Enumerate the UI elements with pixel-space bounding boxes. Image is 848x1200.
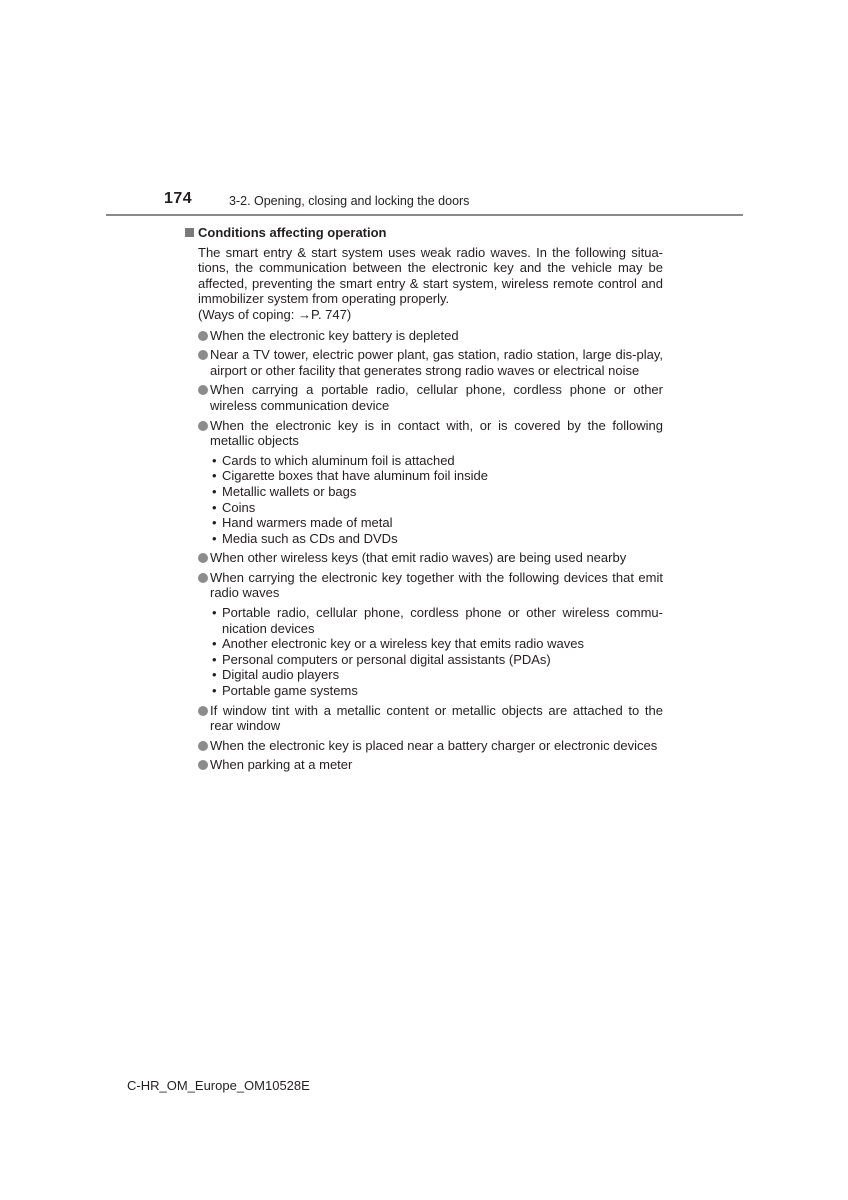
bullet-icon: •	[212, 605, 217, 621]
header-rule	[106, 214, 743, 216]
conditions-list	[198, 328, 663, 773]
sub-list	[210, 605, 663, 699]
circle-bullet-icon	[198, 350, 208, 360]
sub-list-item-text: Another electronic key or a wireless key that emits radio waves	[222, 636, 584, 652]
list-item	[198, 757, 663, 773]
circle-bullet-icon	[198, 760, 208, 770]
list-item-text: Near a TV tower, electric power plant, gas station, radio station, large dis-play, airport or other facility that generates strong radio waves or electrical noise	[210, 347, 663, 378]
circle-bullet-icon	[198, 741, 208, 751]
list-item-text: When the electronic key is placed near a battery charger or electronic devices	[210, 737, 658, 753]
list-item-text: When other wireless keys (that emit radio waves) are being used nearby	[210, 550, 627, 566]
bullet-icon: •	[212, 530, 217, 546]
sub-list-item	[210, 468, 663, 484]
bullet-icon: •	[212, 636, 217, 652]
section-heading	[185, 225, 663, 241]
list-item	[198, 347, 663, 378]
page-number: 174	[164, 190, 193, 207]
list-item-text: When parking at a meter	[210, 757, 353, 773]
sub-list-item-text: Coins	[222, 499, 256, 515]
list-item-text: When the electronic key battery is depleted	[210, 327, 459, 343]
sub-list-item	[210, 531, 663, 547]
bullet-icon: •	[212, 452, 217, 468]
sub-list-item	[210, 453, 663, 469]
list-item-text: When carrying a portable radio, cellular phone, cordless phone or other wireless communication device	[210, 382, 663, 413]
circle-bullet-icon	[198, 706, 208, 716]
ways-of-coping: (Ways of coping: →P. 747)	[198, 306, 352, 322]
sub-list-item-text: Hand warmers made of metal	[222, 515, 393, 531]
sub-list-item	[210, 652, 663, 668]
list-item	[198, 570, 663, 699]
footer-code: C-HR_OM_Europe_OM10528E	[127, 1078, 310, 1093]
list-item	[198, 328, 663, 344]
section-heading-text: Conditions affecting operation	[198, 225, 387, 240]
list-item	[198, 703, 663, 734]
sub-list-item	[210, 484, 663, 500]
sub-list-item-text: Cards to which aluminum foil is attached	[222, 452, 455, 468]
sub-list-item-text: Personal computers or personal digital assistants (PDAs)	[222, 651, 551, 667]
bullet-icon: •	[212, 667, 217, 683]
circle-bullet-icon	[198, 385, 208, 395]
section-title: 3-2. Opening, closing and locking the doors	[229, 194, 470, 208]
list-item	[198, 382, 663, 413]
sub-list-item-text: Metallic wallets or bags	[222, 483, 357, 499]
list-item	[198, 738, 663, 754]
sub-list-item-text: Portable game systems	[222, 683, 358, 699]
sub-list	[210, 453, 663, 547]
list-item-text: When the electronic key is in contact with, or is covered by the following metallic objects	[210, 417, 663, 449]
sub-list-item	[210, 667, 663, 683]
sub-list-item-text: Cigarette boxes that have aluminum foil inside	[222, 468, 488, 484]
list-item	[198, 418, 663, 547]
square-bullet-icon	[185, 228, 194, 237]
circle-bullet-icon	[198, 421, 208, 431]
bullet-icon: •	[212, 468, 217, 484]
list-item-text: If window tint with a metallic content or metallic objects are attached to the rear window	[210, 702, 663, 734]
bullet-icon: •	[212, 683, 217, 699]
page-header	[106, 190, 743, 218]
circle-bullet-icon	[198, 331, 208, 341]
bullet-icon: •	[212, 515, 217, 531]
sub-list-item	[210, 683, 663, 699]
sub-list-item	[210, 605, 663, 636]
sub-list-item	[210, 500, 663, 516]
sub-list-item-text: Media such as CDs and DVDs	[222, 530, 398, 546]
list-item	[198, 550, 663, 566]
bullet-icon: •	[212, 499, 217, 515]
intro-text: The smart entry & start system uses weak radio waves. In the following situa-tions, the communication between the electronic key and the vehicle may be affected, preventing the smart entry & start system, wireless remote control and immobilizer system from operating properly.	[198, 244, 663, 307]
intro-paragraph	[198, 245, 663, 323]
sub-list-item-text: Digital audio players	[222, 667, 340, 683]
circle-bullet-icon	[198, 553, 208, 563]
main-content	[185, 225, 663, 777]
list-item-text: When carrying the electronic key together with the following devices that emit radio waves	[210, 569, 663, 601]
sub-list-item-text: Portable radio, cellular phone, cordless phone or other wireless commu-nication devices	[222, 605, 663, 636]
circle-bullet-icon	[198, 573, 208, 583]
sub-list-item	[210, 515, 663, 531]
sub-list-item	[210, 636, 663, 652]
bullet-icon: •	[212, 651, 217, 667]
bullet-icon: •	[212, 483, 217, 499]
